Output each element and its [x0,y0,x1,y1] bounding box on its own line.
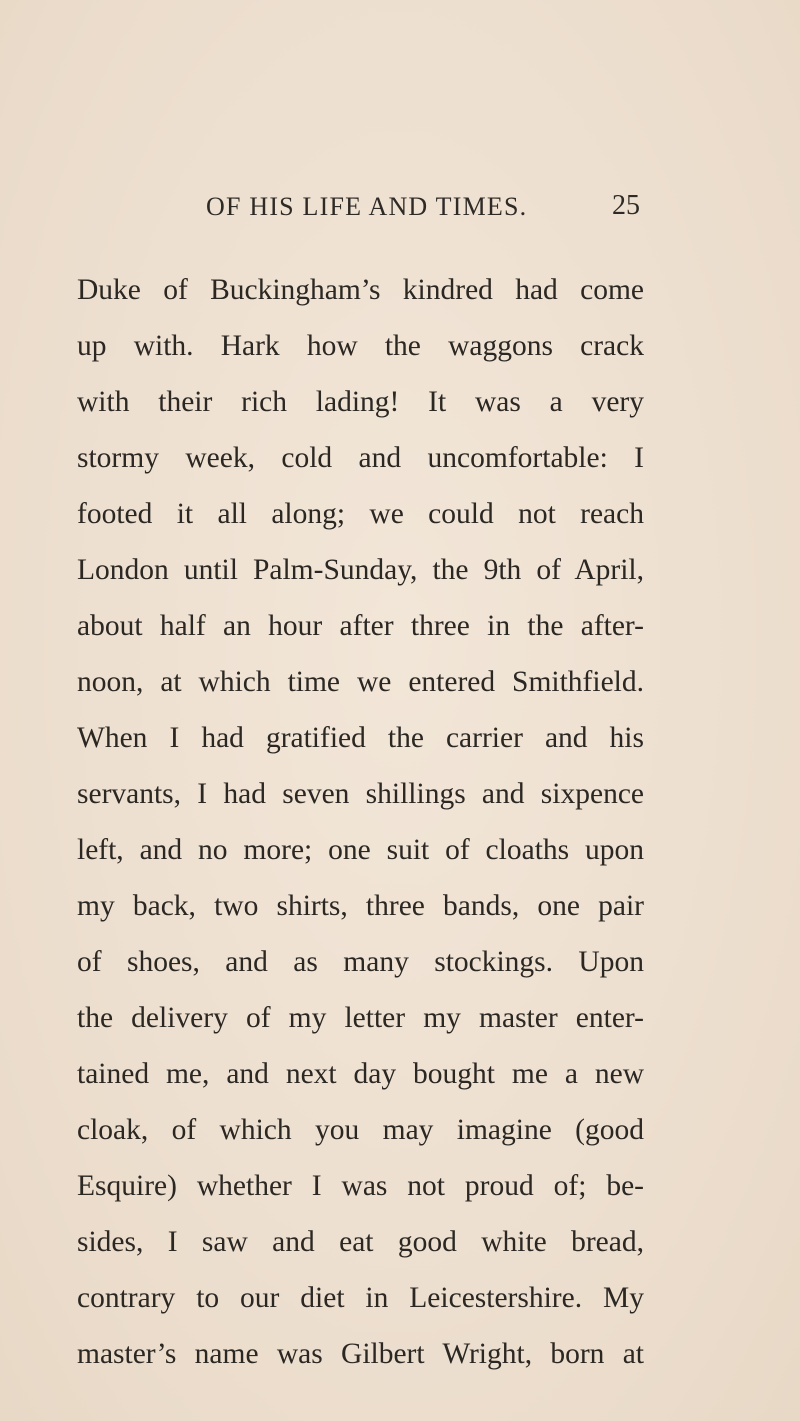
text-line: the delivery of my letter my master enter- [77,1002,644,1034]
text-line: my back, two shirts, three bands, one pair [77,890,644,922]
text-line: with their rich lading! It was a very [77,386,644,418]
text-line: Esquire) whether I was not proud of; be- [77,1170,644,1202]
text-line: noon, at which time we entered Smithfield. [77,666,644,698]
text-line: tained me, and next day bought me a new [77,1058,644,1090]
text-line: servants, I had seven shillings and sixpence [77,778,644,810]
text-line: up with. Hark how the waggons crack [77,330,644,362]
text-line: When I had gratified the carrier and his [77,722,644,754]
text-line: stormy week, cold and uncomfortable: I [77,442,644,474]
text-line: cloak, of which you may imagine (good [77,1114,644,1146]
text-line: left, and no more; one suit of cloaths upon [77,834,644,866]
text-line: sides, I saw and eat good white bread, [77,1226,644,1258]
text-line: about half an hour after three in the after- [77,610,644,642]
running-title: OF HIS LIFE AND TIMES. [206,192,528,221]
page-number: 25 [612,190,640,221]
text-line: contrary to our diet in Leicestershire. My [77,1282,644,1314]
text-line: master’s name was Gilbert Wright, born at [77,1338,644,1370]
text-line: London until Palm-Sunday, the 9th of April, [77,554,644,586]
text-line: Duke of Buckingham’s kindred had come [77,274,644,306]
text-line: of shoes, and as many stockings. Upon [77,946,644,978]
running-head [0,190,800,230]
text-line: footed it all along; we could not reach [77,498,644,530]
